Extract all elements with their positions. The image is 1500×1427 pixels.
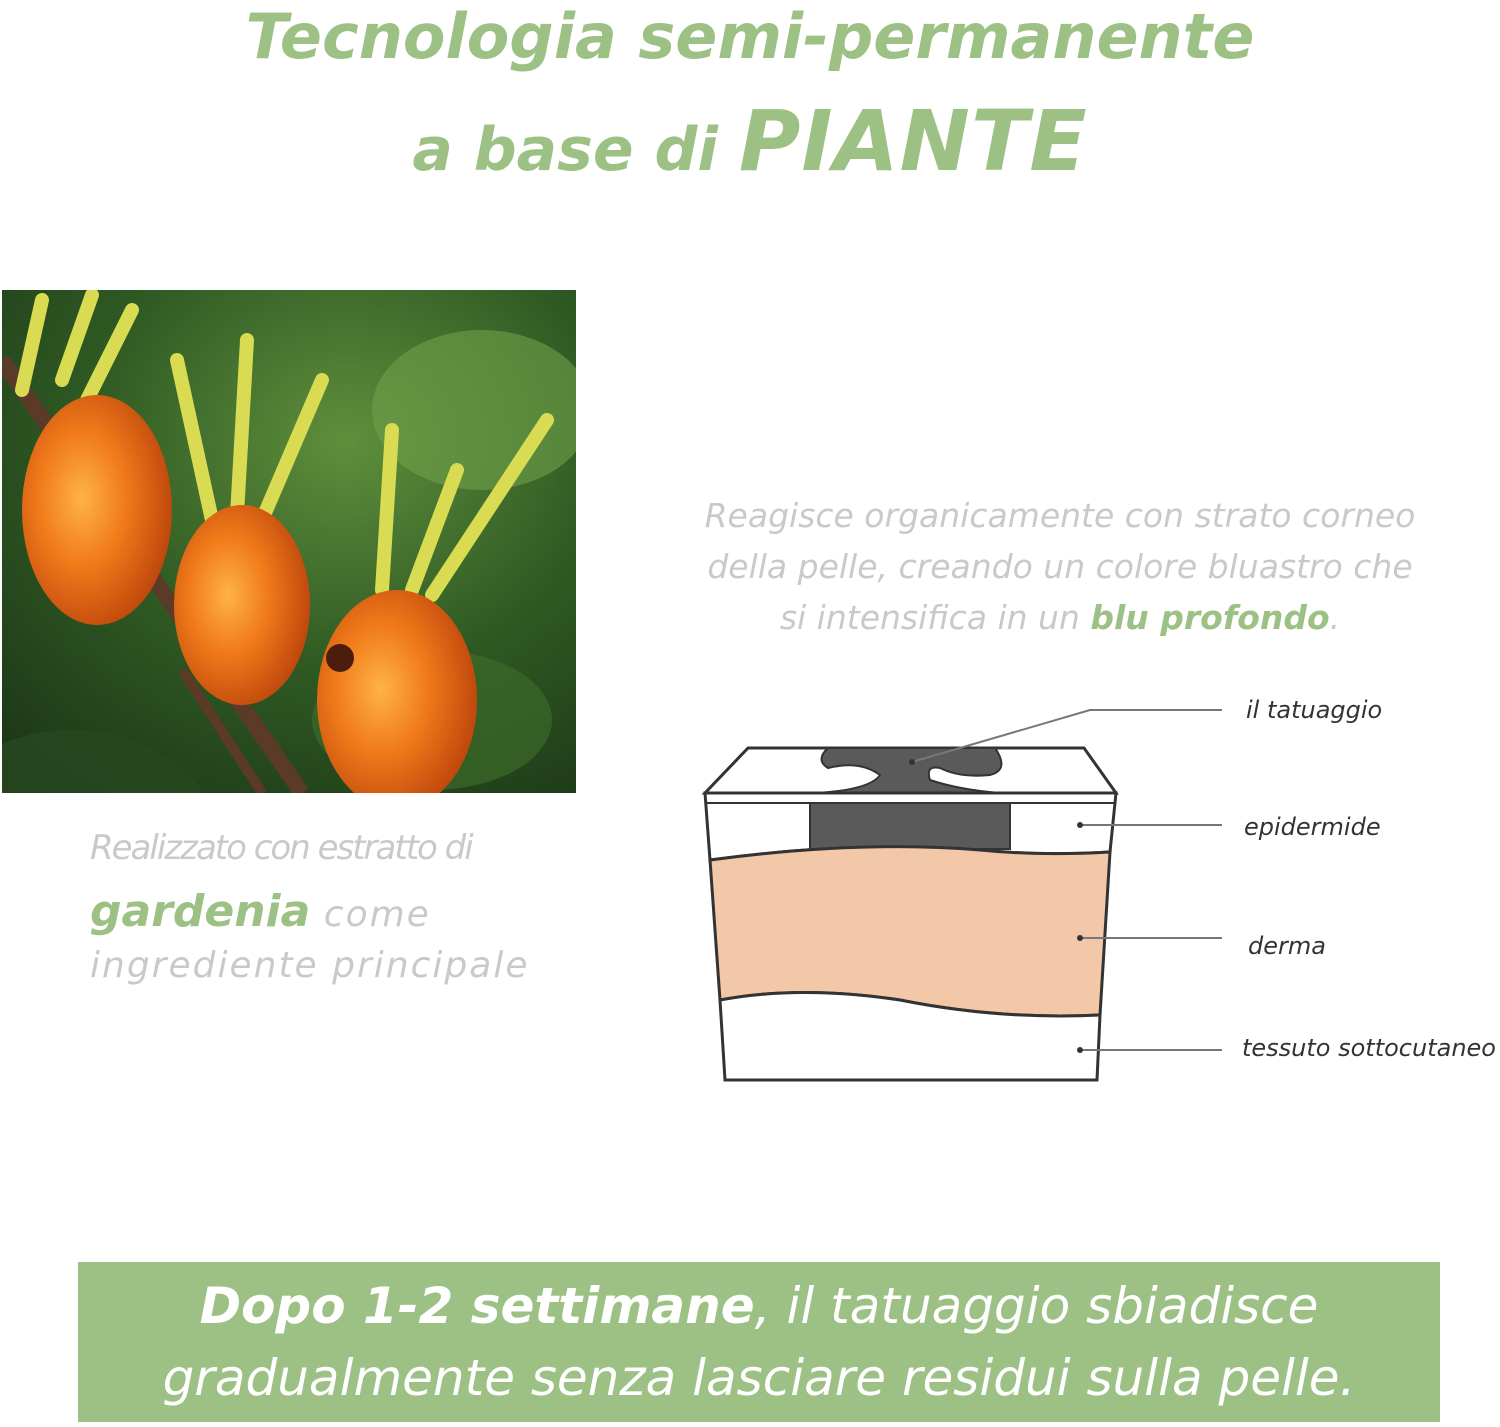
desc-line3-suffix: . [1329, 598, 1341, 637]
fade-info-banner [78, 1262, 1440, 1422]
label-dermis: derma [1248, 932, 1326, 960]
desc-highlight: blu profondo [1090, 598, 1330, 637]
title-prefix: a base di [412, 115, 739, 185]
banner-bold: Dopo 1-2 settimane [199, 1277, 755, 1335]
tattoo-ink-column [810, 803, 1010, 849]
caption-line2 [90, 886, 560, 937]
desc-line1: Reagisce organicamente con strato corneo [704, 496, 1416, 535]
page-title-line2 [0, 92, 1500, 190]
reaction-description [660, 490, 1460, 643]
ingredient-caption [90, 828, 560, 986]
label-tattoo: il tatuaggio [1246, 696, 1383, 724]
caption-line3: ingrediente principale [90, 945, 530, 986]
caption-line1: Realizzato con estratto di [90, 828, 472, 868]
banner-line1-rest: , il tatuaggio sbiadisce [754, 1277, 1319, 1335]
page-title-line1: Tecnologia semi-permanente [245, 0, 1255, 73]
desc-line3-prefix: si intensifica in un [779, 598, 1091, 637]
desc-line3 [660, 592, 1460, 643]
dermis-layer [710, 847, 1110, 1016]
label-epidermis: epidermide [1244, 813, 1381, 841]
caption-highlight: gardenia [90, 886, 311, 937]
banner-line1 [78, 1270, 1440, 1342]
label-subcutaneous: tessuto sottocutaneo [1242, 1034, 1496, 1062]
desc-line2: della pelle, creando un colore bluastro che [707, 547, 1413, 586]
caption-line2-rest: come [310, 894, 431, 935]
gardenia-photo [2, 290, 576, 793]
title-emphasis: PIANTE [738, 92, 1088, 190]
banner-line2: gradualmente senza lasciare residui sulla pelle. [162, 1349, 1356, 1407]
